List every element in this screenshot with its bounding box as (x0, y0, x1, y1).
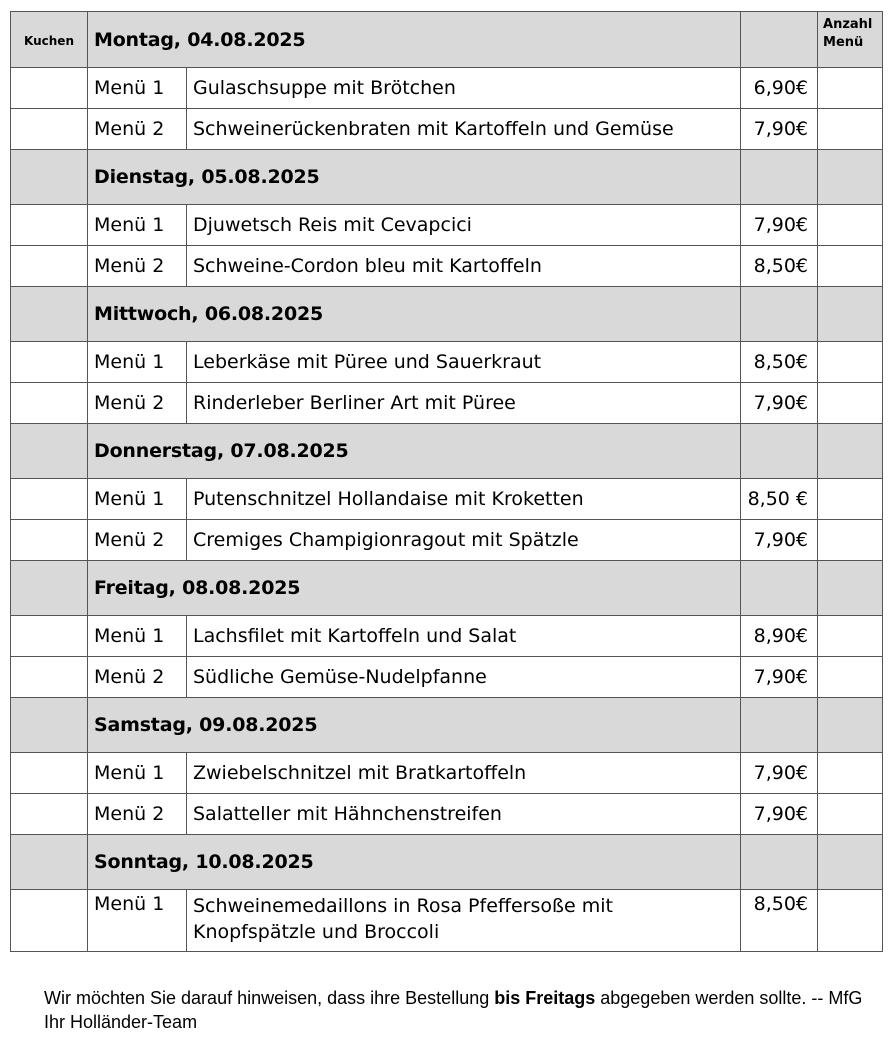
day-title: Freitag, 08.08.2025 (88, 561, 741, 616)
anzahl-cell[interactable] (818, 150, 883, 205)
dish-price: 8,50€ (741, 342, 818, 383)
dish-price: 7,90€ (741, 383, 818, 424)
day-title: Donnerstag, 07.08.2025 (88, 424, 741, 479)
menu-item-row (11, 753, 883, 794)
menu-label: Menü 1 (88, 753, 187, 794)
kuchen-input-cell[interactable] (11, 68, 88, 109)
menu-label: Menü 1 (88, 890, 187, 952)
kuchen-input-cell[interactable] (11, 205, 88, 246)
anzahl-label: Anzahl (823, 17, 873, 32)
anzahl-input-cell[interactable] (818, 616, 883, 657)
anzahl-input-cell[interactable] (818, 794, 883, 835)
dish-price: 8,50 € (741, 479, 818, 520)
menu-label: Menü 2 (88, 657, 187, 698)
price-header-cell (741, 698, 818, 753)
menu-label: Menü 1 (88, 479, 187, 520)
menu-item-row (11, 246, 883, 287)
menu-label: Menü 2 (88, 520, 187, 561)
dish-name: Schweinemedaillons in Rosa Pfeffersoße mit Knopfspätzle und Broccoli (187, 890, 741, 952)
anzahl-cell[interactable] (818, 287, 883, 342)
notice-text-start: Wir möchten Sie darauf hinweisen, dass ihre Bestellung (44, 988, 495, 1008)
menu-label: Menü 1 (88, 616, 187, 657)
menu-item-row (11, 794, 883, 835)
dish-price: 7,90€ (741, 753, 818, 794)
anzahl-input-cell[interactable] (818, 246, 883, 287)
kuchen-cell[interactable] (11, 835, 88, 890)
dish-price: 7,90€ (741, 794, 818, 835)
order-notice (44, 986, 864, 1034)
anzahl-input-cell[interactable] (818, 520, 883, 561)
menu-label: Menü 1 (88, 342, 187, 383)
kuchen-input-cell[interactable] (11, 342, 88, 383)
anzahl-cell[interactable] (818, 561, 883, 616)
price-header-cell (741, 150, 818, 205)
dish-name: Djuwetsch Reis mit Cevapcici (187, 205, 741, 246)
menu-item-row (11, 890, 883, 952)
menu-item-row (11, 479, 883, 520)
dish-name: Rinderleber Berliner Art mit Püree (187, 383, 741, 424)
menu-label: Menü 1 (88, 205, 187, 246)
dish-price: 7,90€ (741, 205, 818, 246)
dish-price: 6,90€ (741, 68, 818, 109)
anzahl-input-cell[interactable] (818, 109, 883, 150)
menu-label: Menü 2 (88, 383, 187, 424)
menu-item-row (11, 383, 883, 424)
menu-item-row (11, 205, 883, 246)
dish-name: Cremiges Champigionragout mit Spätzle (187, 520, 741, 561)
kuchen-input-cell[interactable] (11, 753, 88, 794)
price-header-cell (741, 12, 818, 68)
dish-price: 7,90€ (741, 520, 818, 561)
anzahl-input-cell[interactable] (818, 68, 883, 109)
anzahl-input-cell[interactable] (818, 205, 883, 246)
day-header-row (11, 150, 883, 205)
dish-name: Lachsfilet mit Kartoffeln und Salat (187, 616, 741, 657)
day-title: Montag, 04.08.2025 (88, 12, 741, 68)
kuchen-input-cell[interactable] (11, 616, 88, 657)
anzahl-cell[interactable] (818, 424, 883, 479)
dish-name: Schweinerückenbraten mit Kartoffeln und Gemüse (187, 109, 741, 150)
menu-label: Menü 2 (88, 246, 187, 287)
menu-label: Menü 2 (88, 109, 187, 150)
kuchen-header: Kuchen (11, 12, 88, 68)
day-header-row (11, 12, 883, 68)
dish-price: 8,50€ (741, 890, 818, 952)
kuchen-cell[interactable] (11, 561, 88, 616)
dish-name: Schweine-Cordon bleu mit Kartoffeln (187, 246, 741, 287)
dish-price: 8,50€ (741, 246, 818, 287)
anzahl-input-cell[interactable] (818, 479, 883, 520)
dish-price: 7,90€ (741, 657, 818, 698)
day-title: Mittwoch, 06.08.2025 (88, 287, 741, 342)
dish-price: 8,90€ (741, 616, 818, 657)
kuchen-cell[interactable] (11, 150, 88, 205)
kuchen-cell[interactable] (11, 287, 88, 342)
kuchen-input-cell[interactable] (11, 657, 88, 698)
menu-item-row (11, 109, 883, 150)
menu-item-row (11, 520, 883, 561)
kuchen-input-cell[interactable] (11, 383, 88, 424)
dish-name: Salatteller mit Hähnchenstreifen (187, 794, 741, 835)
kuchen-input-cell[interactable] (11, 109, 88, 150)
menu-label: Menü 2 (88, 794, 187, 835)
anzahl-input-cell[interactable] (818, 657, 883, 698)
day-title: Sonntag, 10.08.2025 (88, 835, 741, 890)
anzahl-input-cell[interactable] (818, 342, 883, 383)
dish-price: 7,90€ (741, 109, 818, 150)
dish-name: Südliche Gemüse-Nudelpfanne (187, 657, 741, 698)
notice-deadline: bis Freitags (494, 988, 596, 1008)
day-title: Samstag, 09.08.2025 (88, 698, 741, 753)
kuchen-cell[interactable] (11, 424, 88, 479)
kuchen-cell[interactable] (11, 698, 88, 753)
dish-name: Zwiebelschnitzel mit Bratkartoffeln (187, 753, 741, 794)
day-header-row (11, 561, 883, 616)
anzahl-header (818, 12, 883, 68)
kuchen-input-cell[interactable] (11, 520, 88, 561)
notice-text-end: abgegeben werden sollte. -- MfG Ihr Holländer-Team (44, 988, 863, 1032)
kuchen-input-cell[interactable] (11, 890, 88, 952)
day-header-row (11, 287, 883, 342)
menu-label: Menü (823, 35, 864, 50)
kuchen-input-cell[interactable] (11, 246, 88, 287)
price-header-cell (741, 835, 818, 890)
menu-item-row (11, 616, 883, 657)
kuchen-input-cell[interactable] (11, 479, 88, 520)
day-header-row (11, 698, 883, 753)
anzahl-cell[interactable] (818, 698, 883, 753)
menu-item-row (11, 68, 883, 109)
menu-item-row (11, 342, 883, 383)
day-header-row (11, 424, 883, 479)
anzahl-input-cell[interactable] (818, 383, 883, 424)
dish-name: Putenschnitzel Hollandaise mit Kroketten (187, 479, 741, 520)
anzahl-cell[interactable] (818, 835, 883, 890)
dish-name: Leberkäse mit Püree und Sauerkraut (187, 342, 741, 383)
weekly-menu-table (10, 11, 883, 952)
price-header-cell (741, 561, 818, 616)
menu-label: Menü 1 (88, 68, 187, 109)
dish-name: Gulaschsuppe mit Brötchen (187, 68, 741, 109)
kuchen-input-cell[interactable] (11, 794, 88, 835)
price-header-cell (741, 287, 818, 342)
anzahl-input-cell[interactable] (818, 890, 883, 952)
price-header-cell (741, 424, 818, 479)
day-title: Dienstag, 05.08.2025 (88, 150, 741, 205)
menu-item-row (11, 657, 883, 698)
anzahl-input-cell[interactable] (818, 753, 883, 794)
day-header-row (11, 835, 883, 890)
